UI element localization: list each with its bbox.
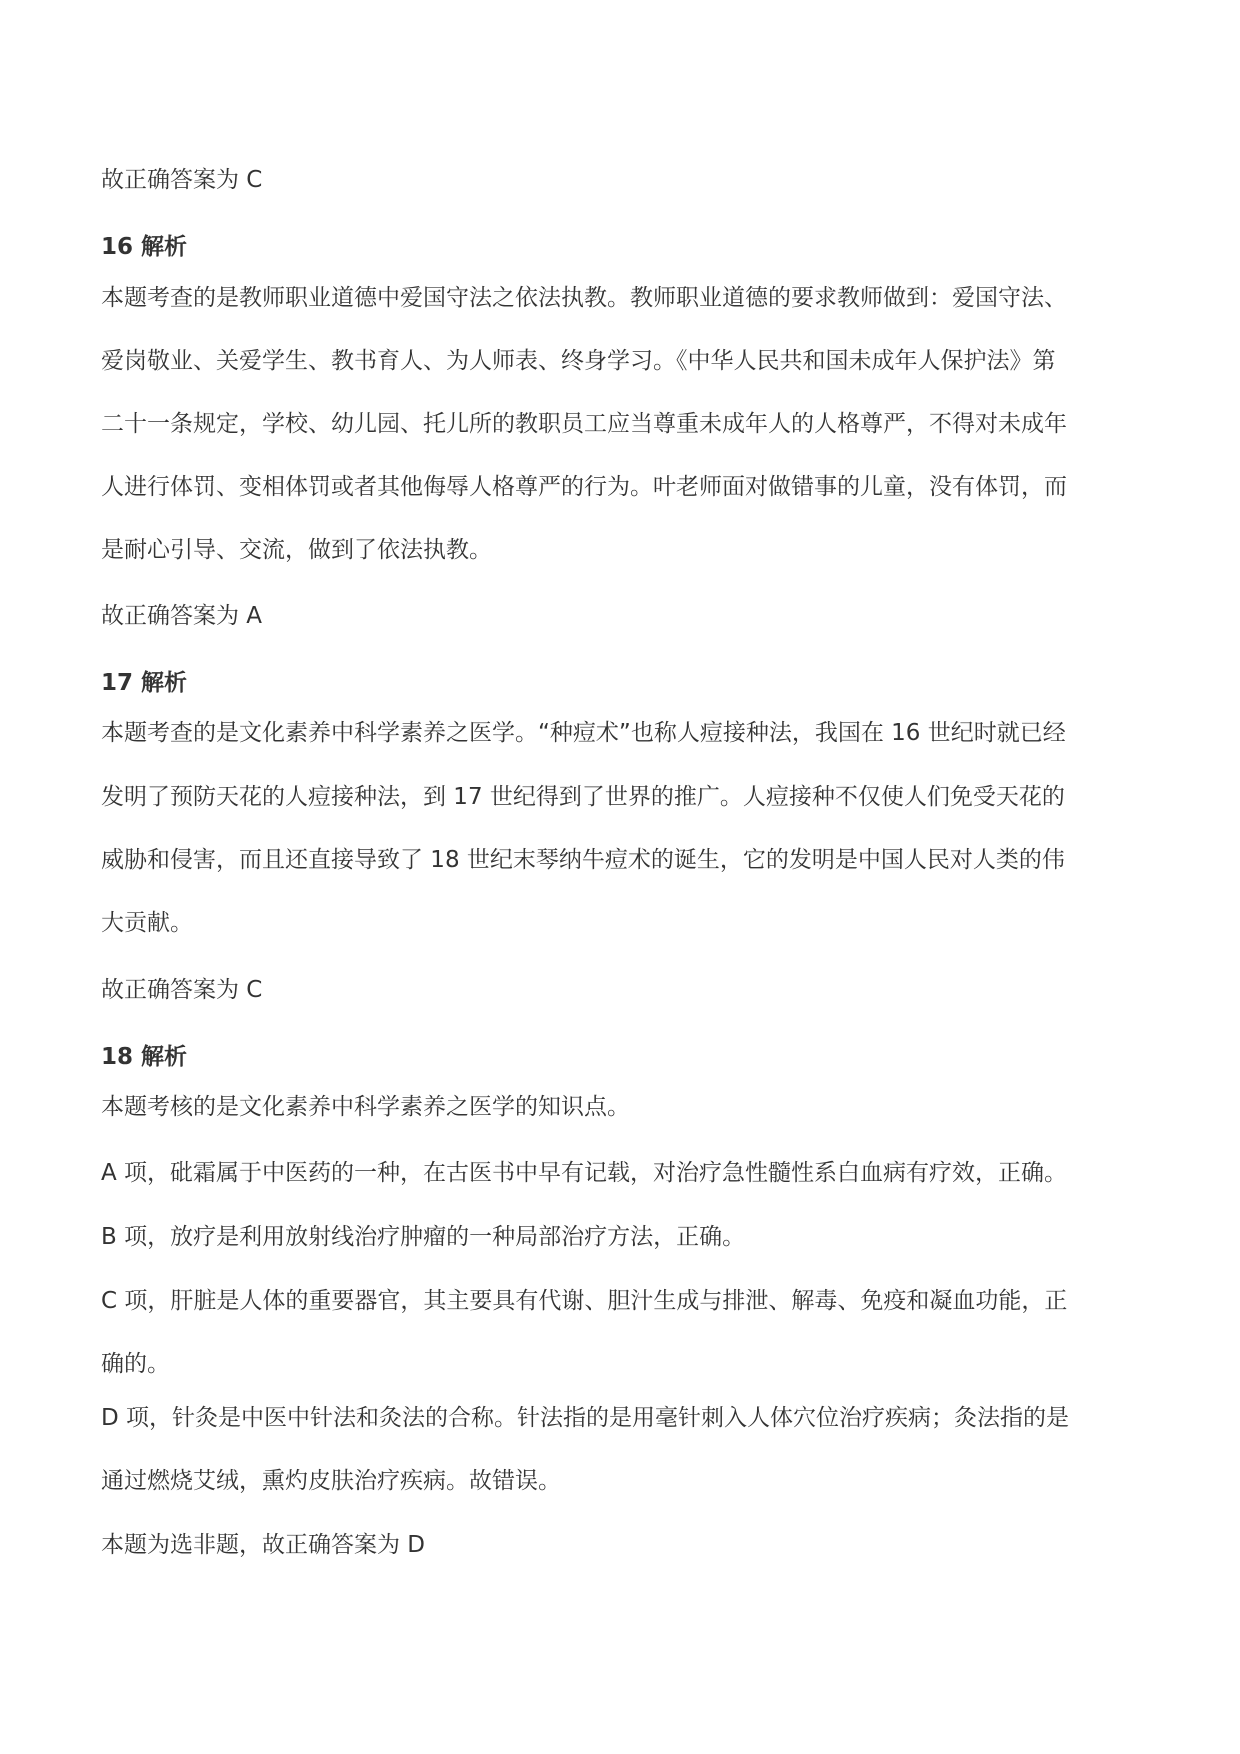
q18-option-d-line-1: D 项，针灸是中医中针法和灸法的合称。针法指的是用毫针刺入人体穴位治疗疾病；灸法指的是: [101, 1405, 1070, 1431]
q18-option-c-line-1: C 项，肝脏是人体的重要器官，其主要具有代谢、胆汁生成与排泄、解毒、免疫和凝血功能，正: [101, 1288, 1068, 1314]
heading-18: 18 解析: [101, 1044, 188, 1070]
answer-17: 故正确答案为 C: [101, 977, 263, 1003]
q16-line-4: 人进行体罚、变相体罚或者其他侮辱人格尊严的行为。叶老师面对做错事的儿童，没有体罚，而: [101, 474, 1067, 500]
heading-17: 17 解析: [101, 670, 188, 696]
q16-line-2: 爱岗敬业、关爱学生、教书育人、为人师表、终身学习。《中华人民共和国未成年人保护法》第: [101, 348, 1056, 374]
q17-line-1: 本题考查的是文化素养中科学素养之医学。“种痘术”也称人痘接种法，我国在 16 世纪时就已经: [101, 720, 1066, 746]
q18-option-a: A 项，砒霜属于中医药的一种，在古医书中早有记载，对治疗急性髓性系白血病有疗效，正确。: [101, 1160, 1068, 1186]
answer-18: 本题为选非题，故正确答案为 D: [101, 1532, 426, 1558]
q18-option-d-line-2: 通过燃烧艾绒，熏灼皮肤治疗疾病。故错误。: [101, 1468, 561, 1494]
q17-line-4: 大贡献。: [101, 910, 193, 936]
heading-16: 16 解析: [101, 234, 188, 260]
q17-line-2: 发明了预防天花的人痘接种法，到 17 世纪得到了世界的推广。人痘接种不仅使人们免受天花的: [101, 784, 1065, 810]
q16-line-5: 是耐心引导、交流，做到了依法执教。: [101, 537, 492, 563]
q18-line-1: 本题考核的是文化素养中科学素养之医学的知识点。: [101, 1094, 630, 1120]
q17-line-3: 威胁和侵害，而且还直接导致了 18 世纪末琴纳牛痘术的诞生，它的发明是中国人民对人类的伟: [101, 847, 1065, 873]
answer-15: 故正确答案为 C: [101, 167, 263, 193]
q16-line-3: 二十一条规定，学校、幼儿园、托儿所的教职员工应当尊重未成年人的人格尊严，不得对未成年: [101, 411, 1067, 437]
q18-option-b: B 项，放疗是利用放射线治疗肿瘤的一种局部治疗方法，正确。: [101, 1224, 746, 1250]
q16-line-1: 本题考查的是教师职业道德中爱国守法之依法执教。教师职业道德的要求教师做到：爱国守法、: [101, 285, 1067, 311]
q18-option-c-line-2: 确的。: [101, 1351, 170, 1377]
answer-16: 故正确答案为 A: [101, 603, 263, 629]
